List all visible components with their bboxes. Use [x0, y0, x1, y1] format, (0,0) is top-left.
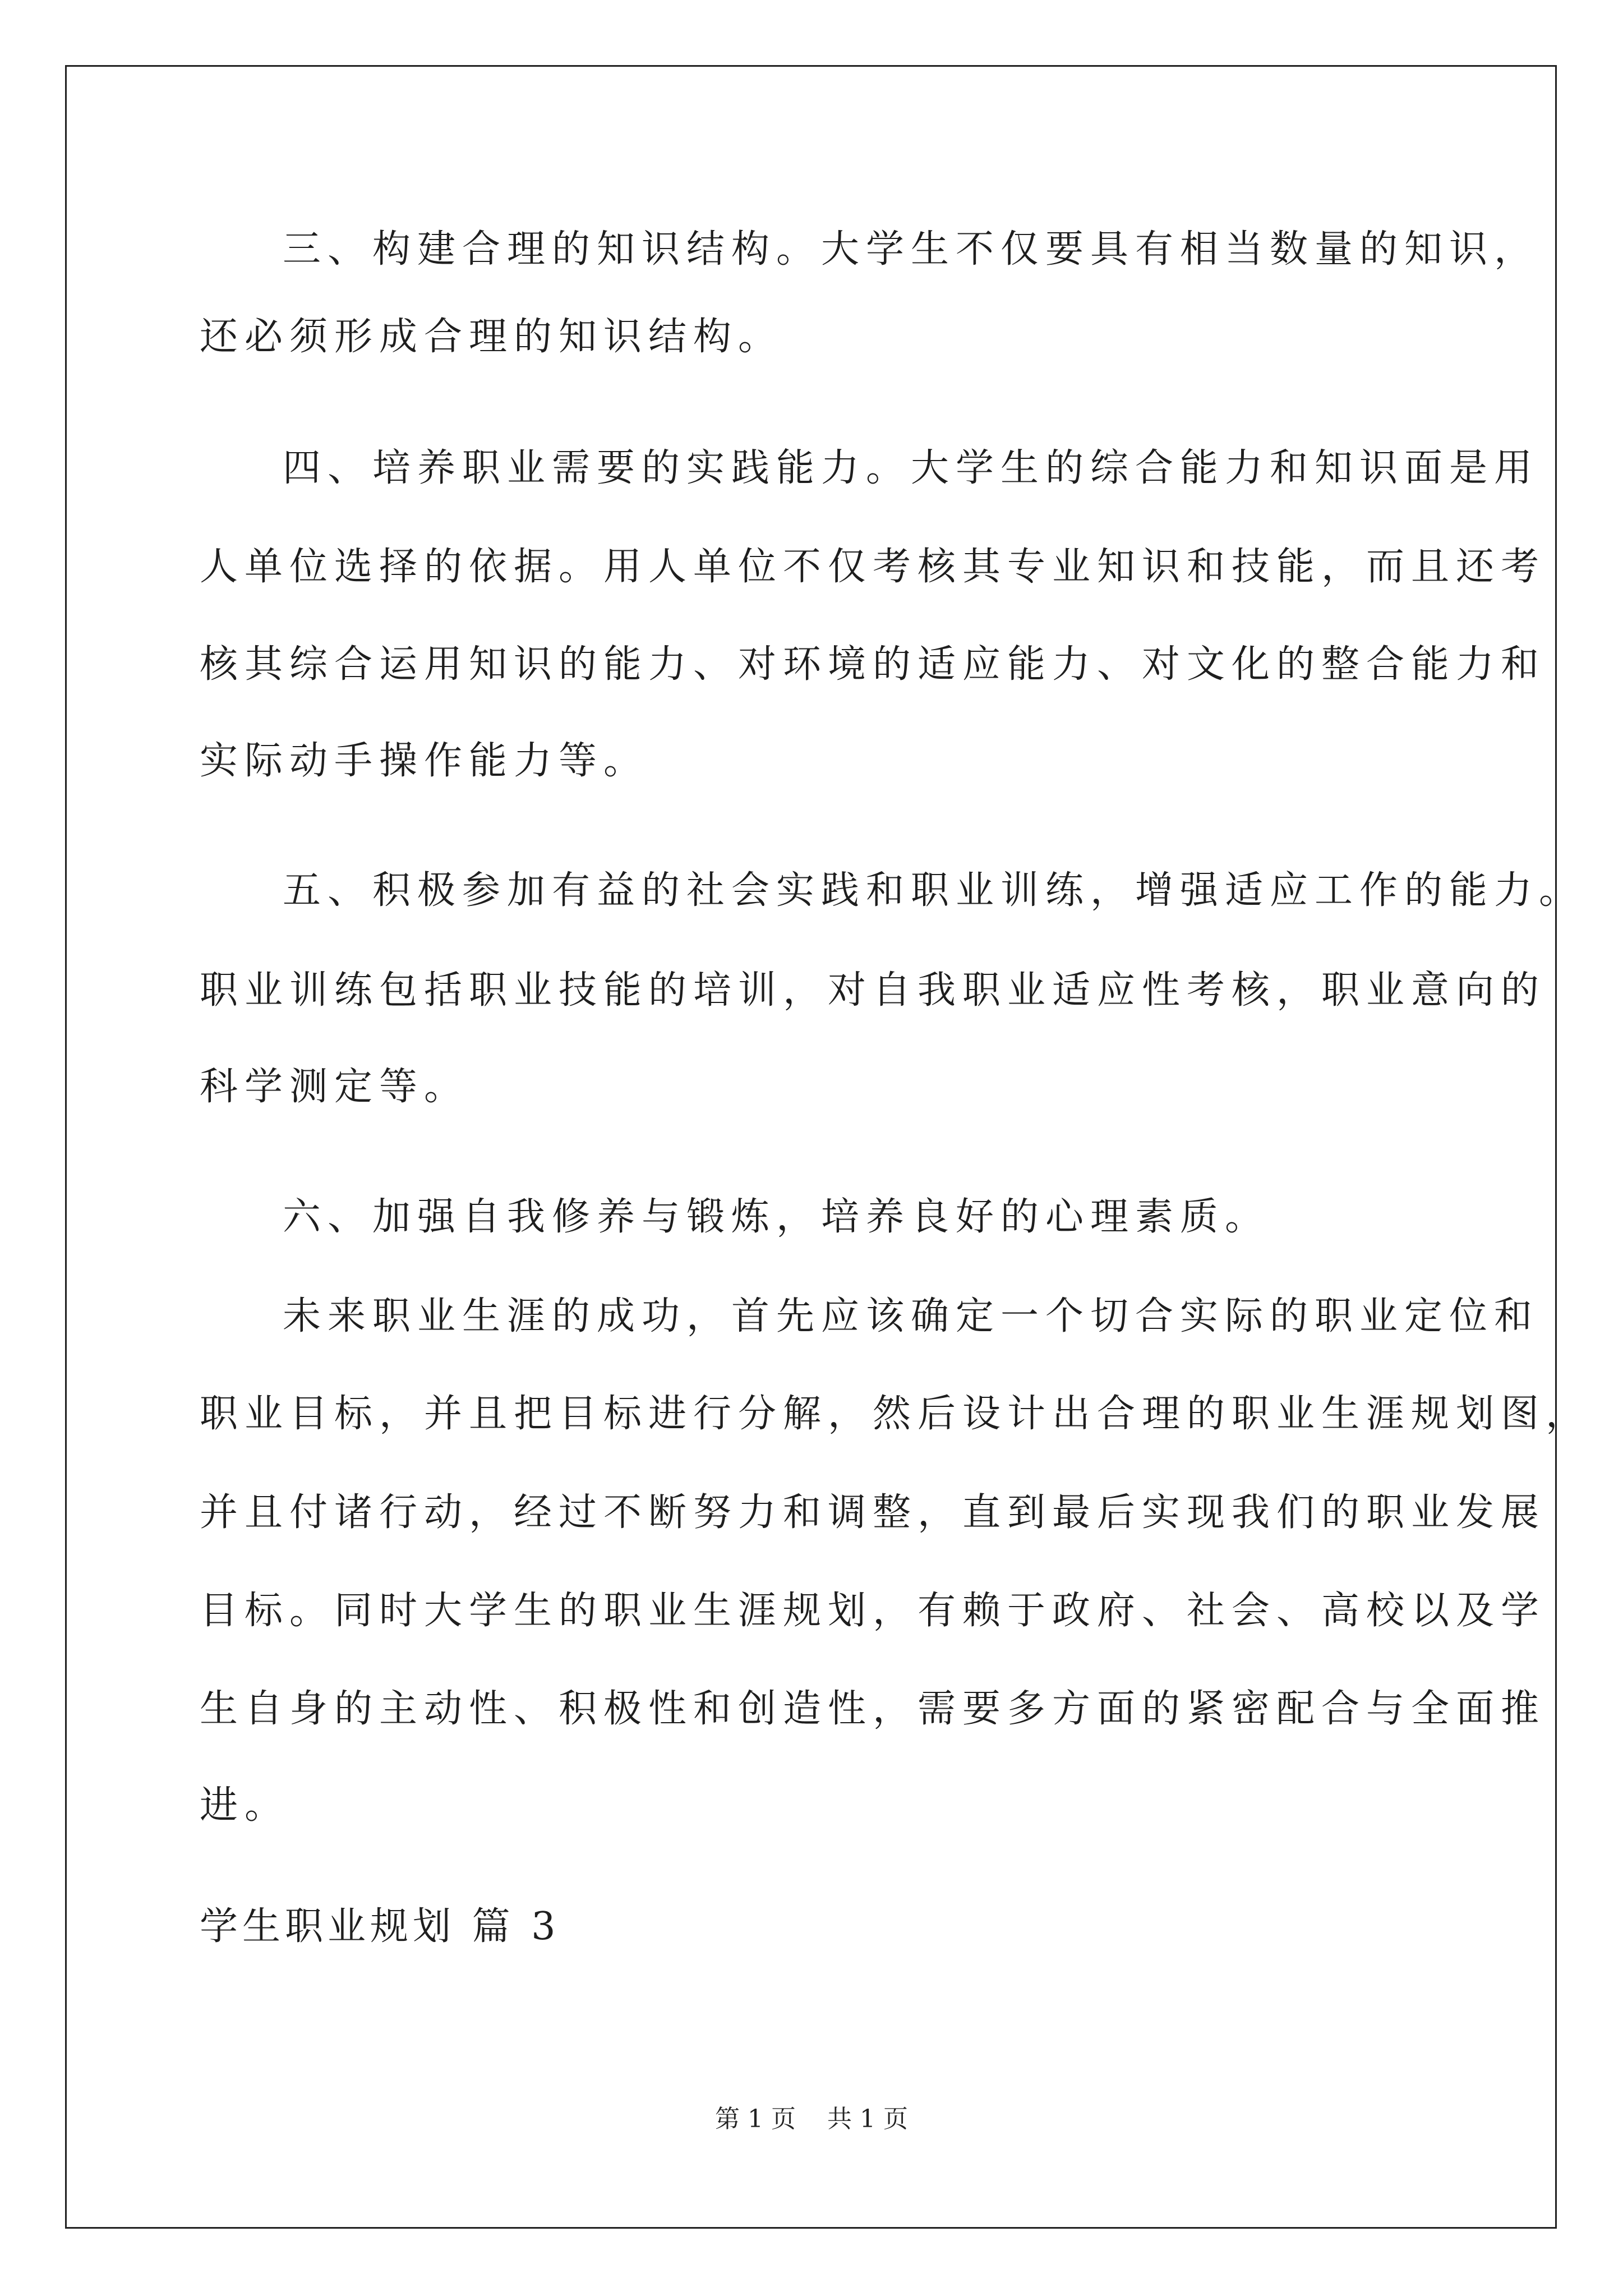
paragraph-line: 进。 — [200, 1783, 290, 1828]
paragraph-line: 核其综合运用知识的能力、对环境的适应能力、对文化的整合能力和 — [200, 642, 1546, 687]
paragraph-line: 并且付诸行动，经过不断努力和调整，直到最后实现我们的职业发展 — [200, 1490, 1546, 1535]
paragraph-line: 实际动手操作能力等。 — [200, 739, 649, 783]
paragraph-line: 还必须形成合理的知识结构。 — [200, 315, 783, 359]
page-footer — [0, 2102, 1623, 2136]
paragraph-line: 人单位选择的依据。用人单位不仅考核其专业知识和技能，而且还考 — [200, 545, 1546, 589]
paragraph-line: 六、加强自我修养与锻炼，培养良好的心理素质。 — [283, 1195, 1270, 1239]
page-number: 第 1 页 — [715, 2105, 796, 2133]
paragraph-line: 科学测定等。 — [200, 1065, 469, 1109]
paragraph-line: 职业训练包括职业技能的培训，对自我职业适应性考核，职业意向的 — [200, 968, 1546, 1013]
page-total: 共 1 页 — [827, 2105, 908, 2133]
paragraph-line: 未来职业生涯的成功，首先应该确定一个切合实际的职业定位和 — [283, 1294, 1539, 1338]
paragraph-line: 三、构建合理的知识结构。大学生不仅要具有相当数量的知识， — [283, 227, 1539, 272]
paragraph-line: 职业目标，并且把目标进行分解，然后设计出合理的职业生涯规划图， — [200, 1392, 1591, 1436]
paragraph-line: 四、培养职业需要的实践能力。大学生的综合能力和知识面是用 — [283, 446, 1539, 490]
paragraph-line: 五、积极参加有益的社会实践和职业训练，增强适应工作的能力。 — [283, 868, 1584, 913]
paragraph-line: 目标。同时大学生的职业生涯规划，有赖于政府、社会、高校以及学 — [200, 1589, 1546, 1633]
section-heading: 学生职业规划 篇 3 — [200, 1904, 560, 1949]
paragraph-line: 生自身的主动性、积极性和创造性，需要多方面的紧密配合与全面推 — [200, 1687, 1546, 1731]
